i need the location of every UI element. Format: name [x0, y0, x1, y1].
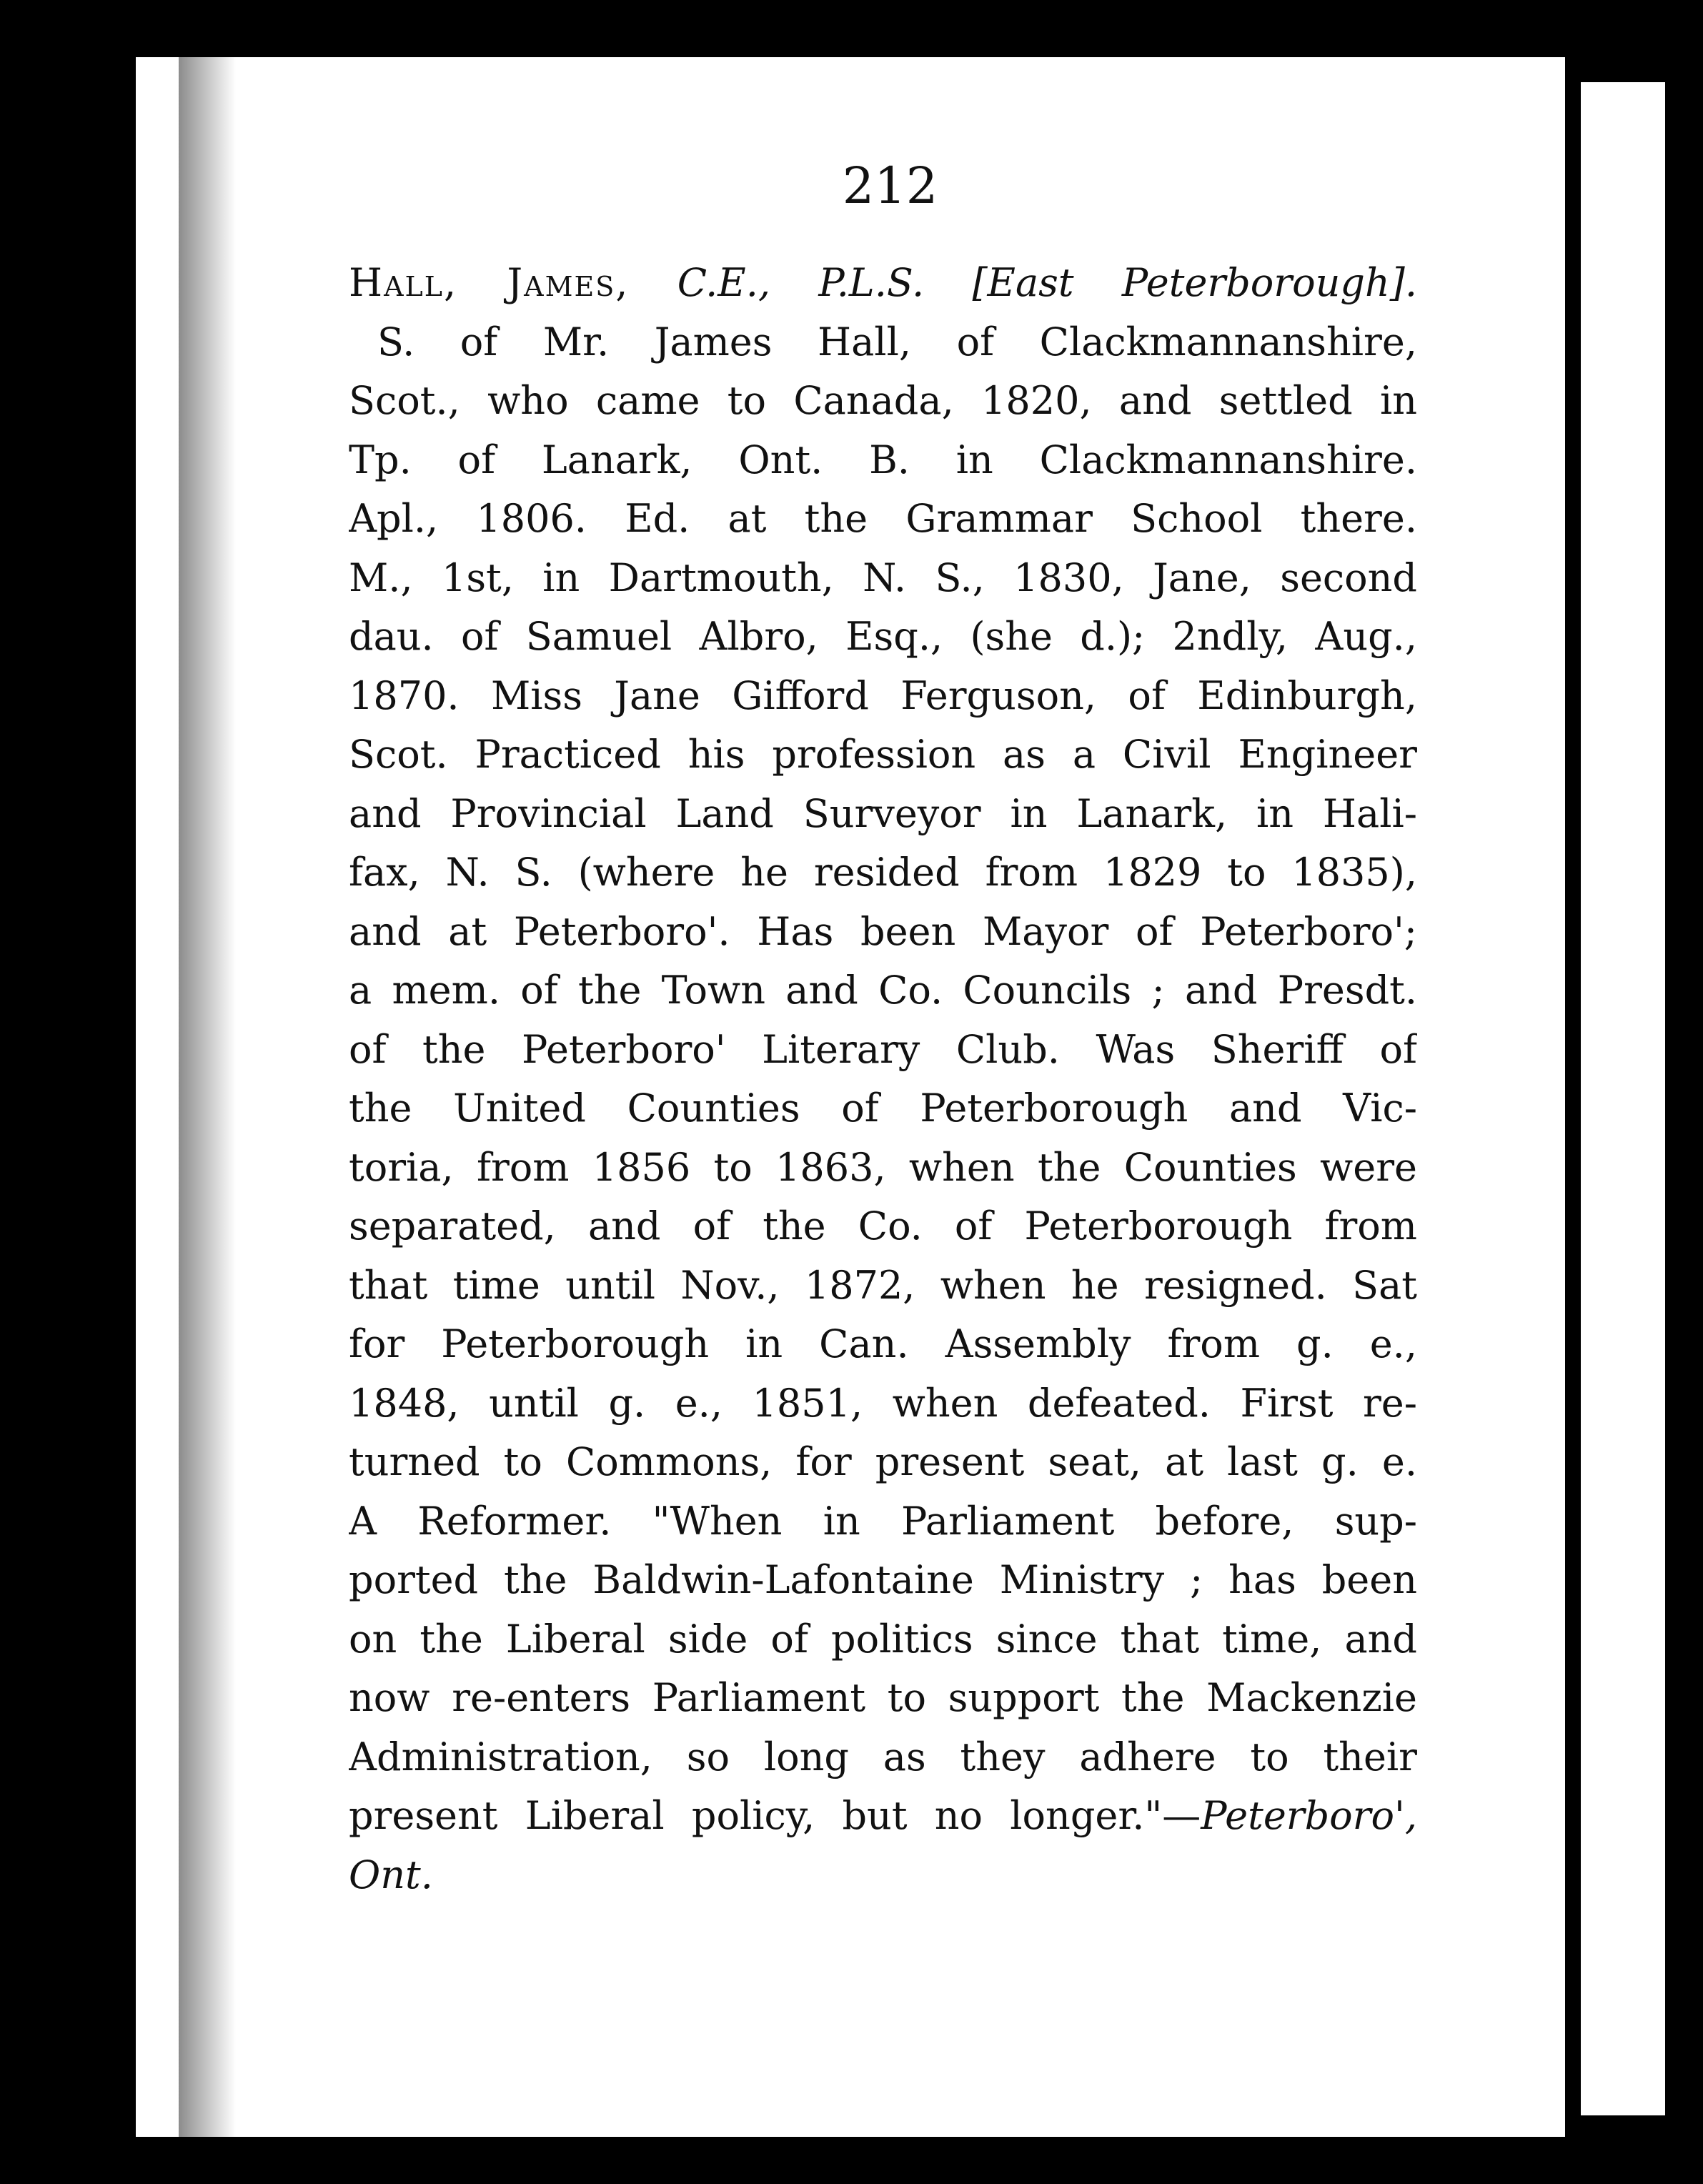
text-line: A Reformer. "When in Parliament before, sup- — [349, 1498, 1417, 1544]
text-line: dau. of Samuel Albro, Esq., (she d.); 2ndly, Aug., — [349, 614, 1417, 659]
heading-credentials: C.E., P.L.S. — [677, 260, 925, 305]
text-line: and Provincial Land Surveyor in Lanark, in Hali- — [349, 790, 1417, 836]
text-line: of the Peterboro' Literary Club. Was Sheriff of — [349, 1026, 1417, 1072]
text-line: fax, N. S. (where he resided from 1829 to 1835), — [349, 850, 1417, 895]
quote-text: present Liberal policy, but no longer."— — [349, 1793, 1201, 1838]
page-number: 212 — [842, 157, 938, 215]
text-line-final: Ont. — [349, 1852, 433, 1897]
text-line-quote-end — [349, 1787, 1417, 1846]
heading-name: Hall, James, — [349, 260, 630, 305]
text-line: Scot., who came to Canada, 1820, and settled in — [349, 378, 1417, 423]
text-line: turned to Commons, for present seat, at last g. e. — [349, 1439, 1417, 1484]
text-line: 1870. Miss Jane Gifford Ferguson, of Edinburgh, — [349, 672, 1417, 718]
text-line: and at Peterboro'. Has been Mayor of Peterboro'; — [349, 908, 1417, 954]
text-line: separated, and of the Co. of Peterborough from — [349, 1203, 1417, 1249]
text-line: that time until Nov., 1872, when he resigned. Sat — [349, 1262, 1417, 1308]
text-line: M., 1st, in Dartmouth, N. S., 1830, Jane, second — [349, 555, 1417, 600]
text-line: 1848, until g. e., 1851, when defeated. First re- — [349, 1380, 1417, 1426]
text-block — [349, 154, 1417, 1905]
heading-constituency: [East Peterborough]. — [972, 260, 1417, 305]
text-line: Scot. Practiced his profession as a Civil Engineer — [349, 732, 1417, 777]
text-line: for Peterborough in Can. Assembly from g. e., — [349, 1321, 1417, 1366]
next-page-edge — [1581, 82, 1665, 2115]
text-line: ported the Baldwin-Lafontaine Ministry ; has been — [349, 1557, 1417, 1602]
text-line: the United Counties of Peterborough and Vic- — [349, 1086, 1417, 1131]
text-line: Tp. of Lanark, Ont. B. in Clackmannanshire. — [349, 437, 1417, 482]
text-line: on the Liberal side of politics since that time, and — [349, 1616, 1417, 1662]
entry-heading — [349, 254, 1417, 313]
text-line: now re-enters Parliament to support the Mackenzie — [349, 1675, 1417, 1720]
text-line: Administration, so long as they adhere to their — [349, 1734, 1417, 1780]
quote-source: Peterboro', — [1201, 1793, 1417, 1838]
text-line: Apl., 1806. Ed. at the Grammar School there. — [349, 496, 1417, 541]
gutter-shadow — [179, 57, 236, 2137]
text-line: a mem. of the Town and Co. Councils ; and Presdt. — [349, 968, 1417, 1013]
text-line: S. of Mr. James Hall, of Clackmannanshire, — [377, 319, 1417, 364]
text-line: toria, from 1856 to 1863, when the Counties were — [349, 1144, 1417, 1190]
